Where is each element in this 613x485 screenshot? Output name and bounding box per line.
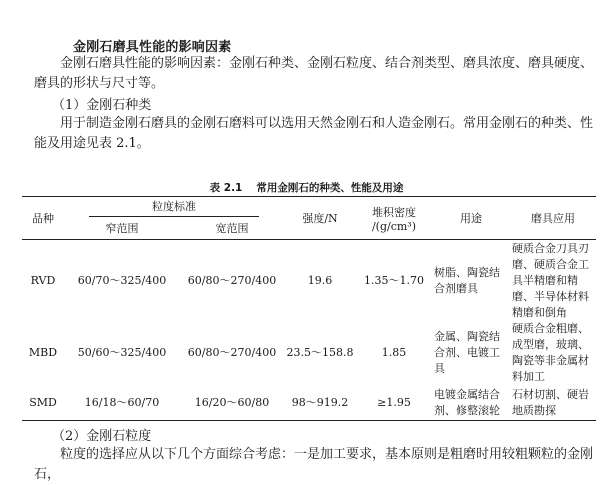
cell-wide: 60/80～270/400 [187,346,277,359]
intro-paragraph: 金刚石磨具性能的影响因素：金刚石种类、金刚石粒度、结合剂类型、磨具浓度、磨具硬度、磨具的形状与尺寸等。 [34,56,594,91]
header-density [356,197,432,240]
header-strength: 强度/N [284,197,356,240]
header-density-unit: /(g/cm³) [371,219,417,233]
diamond-table [22,196,596,421]
cell-application: 石材切割、硬岩地质勘探 [512,388,589,417]
cell-density: 1.85 [381,345,407,359]
cell-usage: 树脂、陶瓷结合剂磨具 [434,266,500,295]
header-grit-standard-text: 粒度标准 [89,198,259,217]
table-caption [0,180,613,195]
cell-narrow: 16/18～60/70 [84,396,160,409]
cell-usage: 金属、陶瓷结合剂、电镀工具 [434,330,500,375]
cell-wide: 16/20～60/80 [194,396,270,409]
table-row [22,384,596,421]
header-grade: 品种 [22,197,64,240]
cell-grade: SMD [29,395,57,409]
table-row [22,320,596,384]
header-density-text: 堆积密度 [372,205,416,219]
cell-strength: 98～919.2 [291,396,349,409]
cell-wide: 60/80～270/400 [187,274,277,287]
header-usage: 用途 [432,197,510,240]
cell-strength: 19.6 [307,273,333,287]
cell-grade: RVD [30,273,56,287]
cell-density: 1.35～1.70 [364,274,424,287]
table-header-row-1 [22,197,596,218]
sub-heading-diamond-type: （1）金刚石种类 [52,98,152,113]
cell-narrow: 60/70～325/400 [77,274,167,287]
cell-strength: 23.5～158.8 [286,346,354,359]
table-caption-text: 常用金刚石的种类、性能及用途 [256,182,404,194]
header-application: 磨具应用 [510,197,596,240]
cell-usage: 电镀金属结合剂、修整滚轮 [434,388,500,417]
header-wide: 宽范围 [180,217,284,240]
paragraph-diamond-grit: 粒度的选择应从以下几个方面综合考虑：一是加工要求，基本原则是粗磨时用较粗颗粒的金刚石， [34,447,594,482]
header-narrow: 窄范围 [64,217,180,240]
table-row [22,240,596,321]
section-heading: 金刚石磨具性能的影响因素 [73,40,232,55]
sub-heading-diamond-grit: （2）金刚石粒度 [52,429,152,444]
cell-narrow: 50/60～325/400 [77,346,167,359]
cell-grade: MBD [28,345,58,359]
header-grit-standard [64,197,284,218]
cell-application: 硬质合金刀具刃磨、硬质合金工具半精磨和精磨、半导体材料精磨和倒角 [512,242,589,319]
table-caption-number: 表 2.1 [209,182,243,194]
paragraph-diamond-type: 用于制造金刚石磨具的金刚石磨料可以选用天然金刚石和人造金刚石。常用金刚石的种类、性能及用途见表 2.1。 [34,116,594,151]
cell-density: ≥1.95 [377,395,411,409]
cell-application: 硬质合金粗磨、成型磨，玻璃、陶瓷等非金属材料加工 [512,322,589,383]
